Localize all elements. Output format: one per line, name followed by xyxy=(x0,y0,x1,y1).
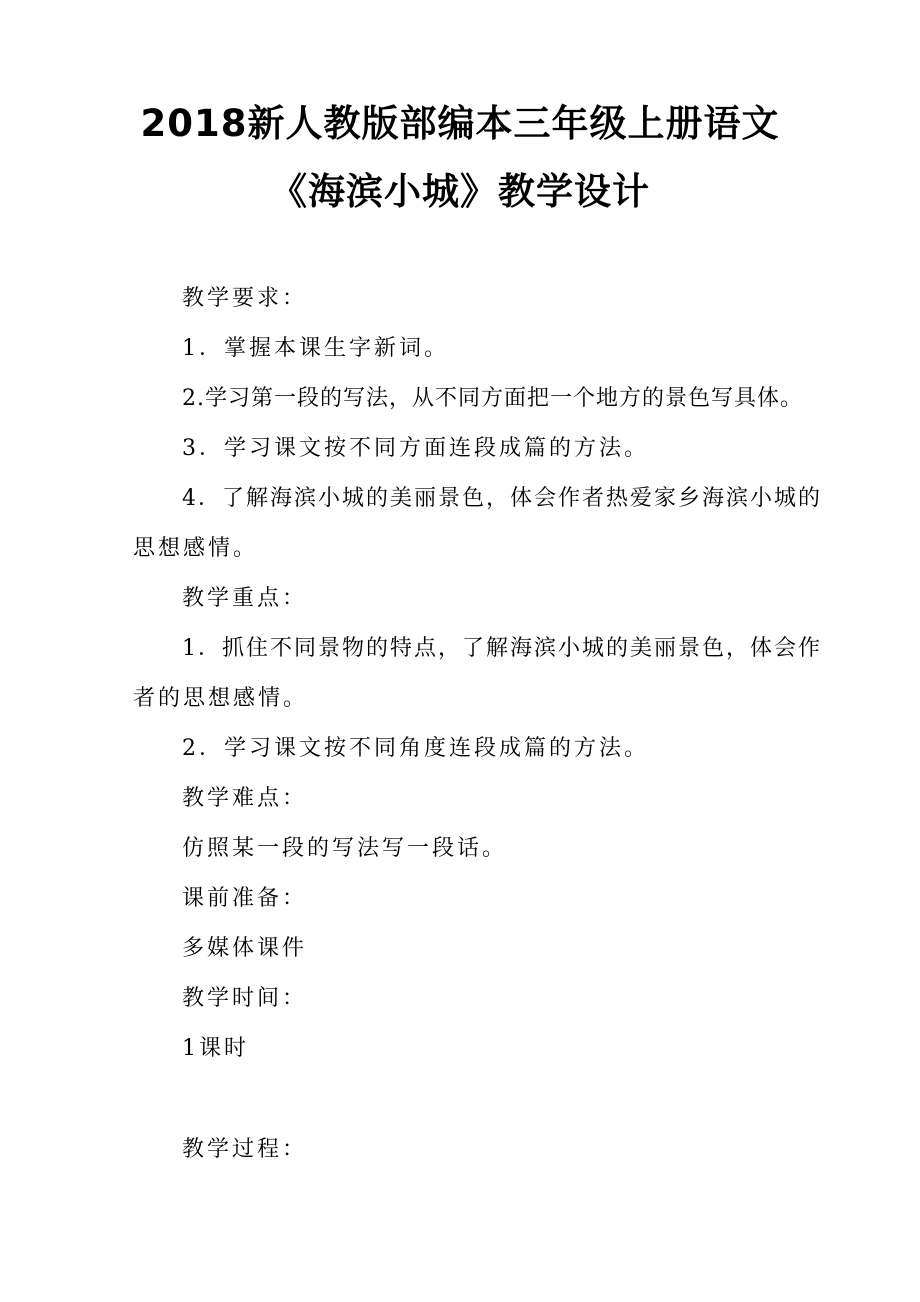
difficulty-heading: 教学难点： xyxy=(182,786,308,811)
document-title-line-2: 《海滨小城》教学设计 xyxy=(270,170,650,213)
requirement-item-3: 3．学习课文按不同方面连段成篇的方法。 xyxy=(182,436,649,461)
requirement-item-4-line-1: 4．了解海滨小城的美丽景色，体会作者热爱家乡海滨小城的 xyxy=(182,486,822,511)
requirement-item-2: 2.学习第一段的写法，从不同方面把一个地方的景色写具体。 xyxy=(182,386,803,411)
process-heading: 教学过程： xyxy=(182,1137,308,1162)
time-text: 1课时 xyxy=(182,1036,249,1061)
focus-item-2: 2．学习课文按不同角度连段成篇的方法。 xyxy=(182,736,649,761)
time-heading: 教学时间： xyxy=(182,986,308,1011)
requirements-heading: 教学要求： xyxy=(182,286,308,311)
preparation-text: 多媒体课件 xyxy=(182,936,308,961)
preparation-heading: 课前准备： xyxy=(182,886,308,911)
difficulty-text: 仿照某一段的写法写一段话。 xyxy=(182,836,508,861)
requirement-item-4-line-2: 思想感情。 xyxy=(133,536,259,561)
document-title-line-1: 2018新人教版部编本三年级上册语文 xyxy=(140,102,780,145)
focus-heading: 教学重点： xyxy=(182,586,308,611)
focus-item-1-line-2: 者的思想感情。 xyxy=(133,686,309,711)
requirement-item-1: 1．掌握本课生字新词。 xyxy=(182,336,449,361)
focus-item-1-line-1: 1．抓住不同景物的特点，了解海滨小城的美丽景色，体会作 xyxy=(182,636,822,661)
